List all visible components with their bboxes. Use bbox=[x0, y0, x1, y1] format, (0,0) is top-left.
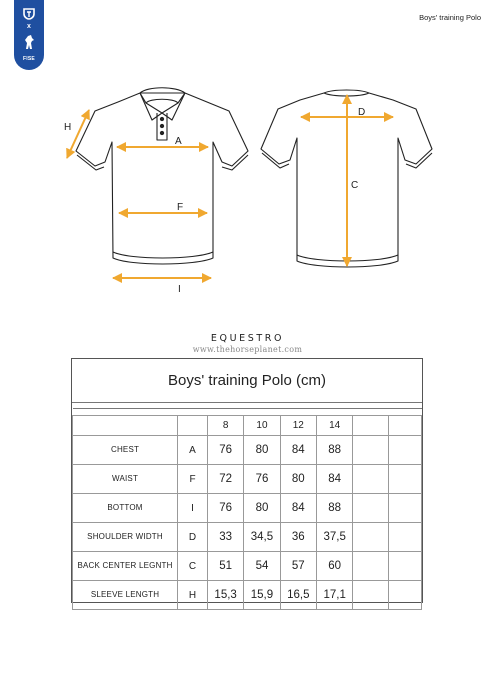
size-value: 34,5 bbox=[244, 523, 280, 552]
header-blank-cell bbox=[73, 416, 178, 436]
size-value: 57 bbox=[280, 552, 316, 581]
label-d: D bbox=[358, 107, 366, 118]
size-value: 33 bbox=[207, 523, 243, 552]
measure-label: SHOULDER WIDTH bbox=[73, 523, 178, 552]
size-value: 76 bbox=[207, 494, 243, 523]
measurement-diagram bbox=[0, 80, 495, 305]
spacer-row bbox=[73, 409, 422, 416]
table-row bbox=[73, 494, 422, 523]
label-i: I bbox=[178, 284, 181, 295]
front-polo-drawing bbox=[76, 88, 248, 264]
size-value: 17,1 bbox=[316, 581, 352, 610]
size-value: 88 bbox=[316, 436, 352, 465]
size-value bbox=[388, 436, 421, 465]
size-value: 36 bbox=[280, 523, 316, 552]
size-value bbox=[353, 523, 388, 552]
measure-label: WAIST bbox=[73, 465, 178, 494]
brand-logo bbox=[14, 0, 44, 70]
size-value bbox=[353, 552, 388, 581]
horse-icon bbox=[22, 34, 36, 50]
size-value: 80 bbox=[244, 436, 280, 465]
table-row bbox=[73, 552, 422, 581]
label-c: C bbox=[351, 180, 359, 191]
size-chart-title: Boys' training Polo (cm) bbox=[72, 359, 422, 403]
measure-label: CHEST bbox=[73, 436, 178, 465]
size-value: 76 bbox=[207, 436, 243, 465]
size-value bbox=[388, 581, 421, 610]
size-value: 51 bbox=[207, 552, 243, 581]
header-blank-cell bbox=[178, 416, 208, 436]
size-value: 15,3 bbox=[207, 581, 243, 610]
size-value bbox=[388, 494, 421, 523]
measure-label: SLEEVE LENGTH bbox=[73, 581, 178, 610]
measure-letter: A bbox=[178, 436, 208, 465]
size-value: 84 bbox=[280, 494, 316, 523]
size-value: 60 bbox=[316, 552, 352, 581]
table-row bbox=[73, 436, 422, 465]
shield-icon bbox=[22, 8, 36, 20]
document-title: Boys' training Polo bbox=[419, 13, 481, 22]
size-header bbox=[388, 416, 421, 436]
size-value bbox=[353, 436, 388, 465]
logo-caption: FISE bbox=[23, 56, 35, 62]
label-f: F bbox=[177, 202, 184, 213]
size-value: 76 bbox=[244, 465, 280, 494]
size-value bbox=[353, 581, 388, 610]
size-value: 15,9 bbox=[244, 581, 280, 610]
table-row bbox=[73, 465, 422, 494]
label-a: A bbox=[175, 136, 182, 147]
measure-letter: F bbox=[178, 465, 208, 494]
label-h: H bbox=[64, 122, 72, 133]
size-header-row bbox=[73, 416, 422, 436]
size-value: 80 bbox=[280, 465, 316, 494]
size-value: 88 bbox=[316, 494, 352, 523]
logo-x-text: x bbox=[27, 23, 31, 30]
measure-letter: D bbox=[178, 523, 208, 552]
size-table bbox=[72, 408, 422, 610]
size-header: 14 bbox=[316, 416, 352, 436]
size-header bbox=[353, 416, 388, 436]
measure-label: BOTTOM bbox=[73, 494, 178, 523]
size-value bbox=[388, 523, 421, 552]
measure-letter: C bbox=[178, 552, 208, 581]
size-value: 84 bbox=[280, 436, 316, 465]
watermark: www.thehorseplanet.com bbox=[192, 345, 303, 354]
size-value: 72 bbox=[207, 465, 243, 494]
measurement-lines bbox=[67, 95, 393, 278]
size-value bbox=[388, 552, 421, 581]
measure-letter: I bbox=[178, 494, 208, 523]
size-value: 16,5 bbox=[280, 581, 316, 610]
brand-name: EQUESTRO bbox=[210, 333, 285, 344]
table-row bbox=[73, 523, 422, 552]
size-value: 84 bbox=[316, 465, 352, 494]
table-row bbox=[73, 581, 422, 610]
size-header: 8 bbox=[207, 416, 243, 436]
size-chart bbox=[71, 358, 423, 603]
size-value: 54 bbox=[244, 552, 280, 581]
size-value bbox=[353, 494, 388, 523]
measure-letter: H bbox=[178, 581, 208, 610]
size-value: 80 bbox=[244, 494, 280, 523]
size-value bbox=[353, 465, 388, 494]
size-value: 37,5 bbox=[316, 523, 352, 552]
size-value bbox=[388, 465, 421, 494]
size-header: 10 bbox=[244, 416, 280, 436]
measure-label: BACK CENTER LEGNTH bbox=[73, 552, 178, 581]
size-header: 12 bbox=[280, 416, 316, 436]
sleeve-length-line bbox=[67, 110, 89, 158]
